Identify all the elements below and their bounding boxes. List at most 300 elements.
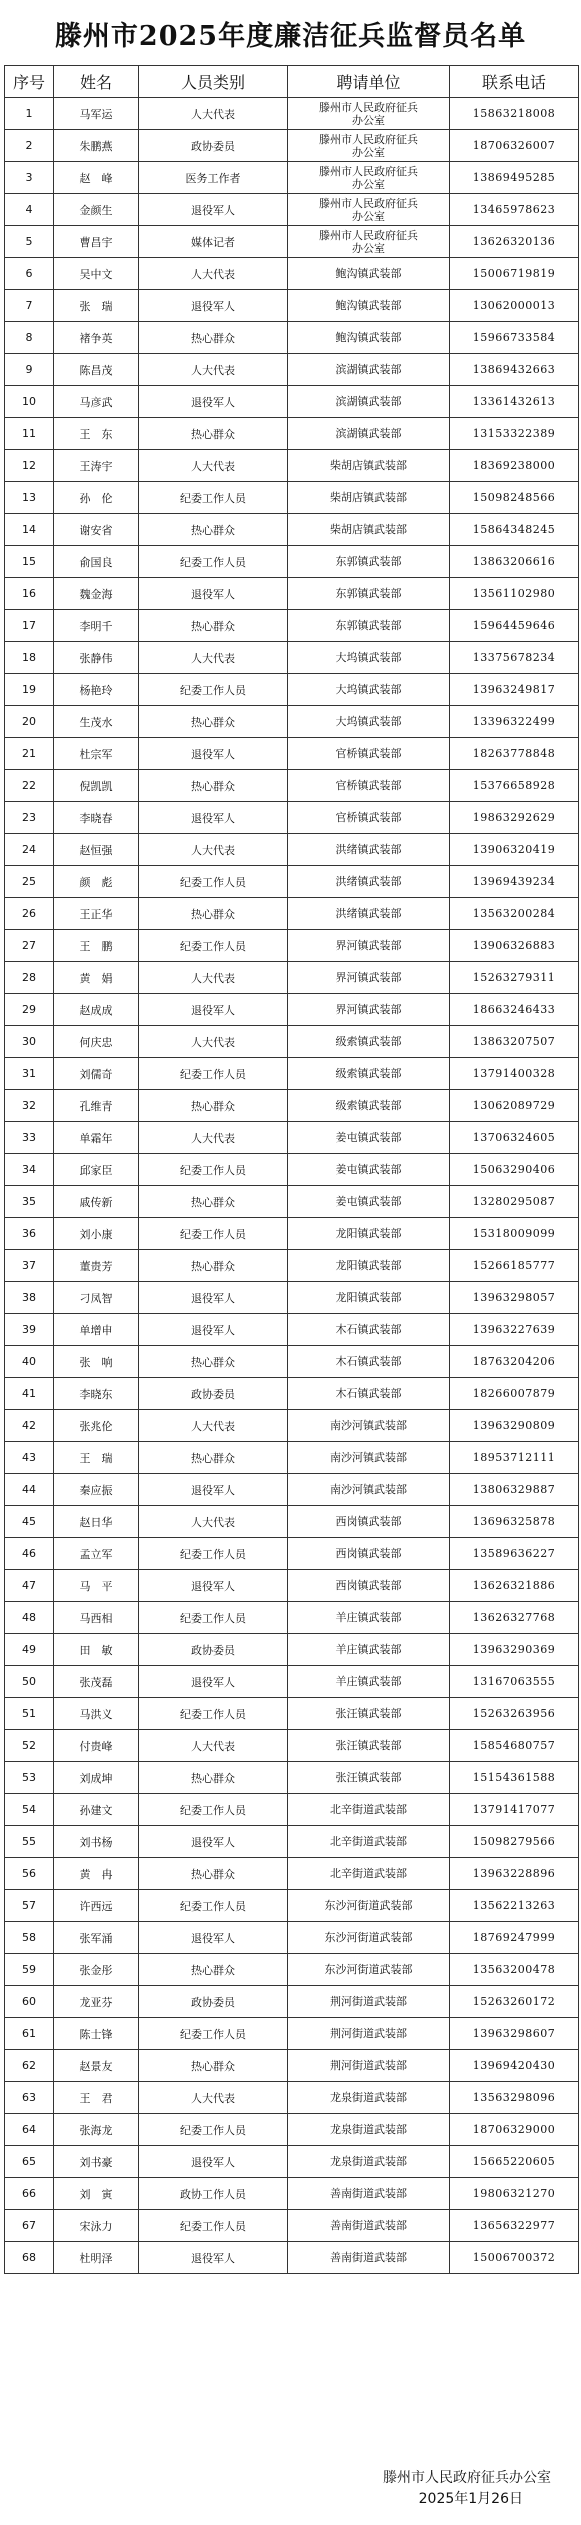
serial-cell: 49 — [5, 1634, 54, 1666]
header-name: 姓名 — [54, 66, 139, 98]
name-cell: 付贵峰 — [54, 1730, 139, 1762]
name-cell: 张 瑞 — [54, 290, 139, 322]
unit-cell — [288, 642, 450, 674]
table-row — [5, 1666, 579, 1698]
name-cell: 魏金海 — [54, 578, 139, 610]
category-cell: 热心群众 — [139, 1954, 288, 1986]
phone-cell: 15665220605 — [450, 2146, 579, 2178]
phone-cell: 13626320136 — [450, 226, 579, 258]
phone-cell: 15964459646 — [450, 610, 579, 642]
serial-cell: 10 — [5, 386, 54, 418]
phone-cell: 13563200284 — [450, 898, 579, 930]
unit-text: 滕州市人民政府征兵办公室 — [319, 100, 418, 127]
phone-cell: 18706329000 — [450, 2114, 579, 2146]
name-cell: 王 东 — [54, 418, 139, 450]
category-cell: 退役军人 — [139, 1922, 288, 1954]
table-row — [5, 642, 579, 674]
unit-cell — [288, 258, 450, 290]
name-cell: 刘书杨 — [54, 1826, 139, 1858]
header-serial: 序号 — [5, 66, 54, 98]
phone-cell: 15266185777 — [450, 1250, 579, 1282]
serial-cell: 42 — [5, 1410, 54, 1442]
unit-text: 荆河街道武装部 — [330, 2059, 407, 2072]
category-cell: 人大代表 — [139, 98, 288, 130]
unit-cell — [288, 578, 450, 610]
serial-cell: 38 — [5, 1282, 54, 1314]
serial-cell: 32 — [5, 1090, 54, 1122]
unit-cell — [288, 1826, 450, 1858]
header-unit: 聘请单位 — [288, 66, 450, 98]
serial-cell: 6 — [5, 258, 54, 290]
serial-cell: 37 — [5, 1250, 54, 1282]
name-cell: 孙建文 — [54, 1794, 139, 1826]
name-cell: 何庆忠 — [54, 1026, 139, 1058]
category-cell: 纪委工作人员 — [139, 1058, 288, 1090]
category-cell: 政协委员 — [139, 130, 288, 162]
unit-cell — [288, 1346, 450, 1378]
table-row — [5, 1890, 579, 1922]
phone-cell: 13906320419 — [450, 834, 579, 866]
category-cell: 纪委工作人员 — [139, 2114, 288, 2146]
serial-cell: 67 — [5, 2210, 54, 2242]
name-cell: 李晓东 — [54, 1378, 139, 1410]
name-cell: 马洪义 — [54, 1698, 139, 1730]
phone-cell: 13863206616 — [450, 546, 579, 578]
name-cell: 孔维青 — [54, 1090, 139, 1122]
serial-cell: 52 — [5, 1730, 54, 1762]
name-cell: 赵恒强 — [54, 834, 139, 866]
serial-cell: 17 — [5, 610, 54, 642]
unit-text: 滕州市人民政府征兵办公室 — [319, 132, 418, 159]
phone-cell: 15098279566 — [450, 1826, 579, 1858]
unit-text: 北辛街道武装部 — [330, 1867, 407, 1880]
category-cell: 纪委工作人员 — [139, 1154, 288, 1186]
unit-cell — [288, 674, 450, 706]
unit-cell — [288, 1314, 450, 1346]
unit-text: 荆河街道武装部 — [330, 2027, 407, 2040]
name-cell: 王 君 — [54, 2082, 139, 2114]
unit-cell — [288, 1986, 450, 2018]
name-cell: 张军涌 — [54, 1922, 139, 1954]
serial-cell: 66 — [5, 2178, 54, 2210]
table-row — [5, 1922, 579, 1954]
unit-text: 柴胡店镇武装部 — [330, 523, 407, 536]
table-row — [5, 866, 579, 898]
name-cell: 董贵芳 — [54, 1250, 139, 1282]
table-row — [5, 674, 579, 706]
name-cell: 赵景友 — [54, 2050, 139, 2082]
serial-cell: 51 — [5, 1698, 54, 1730]
category-cell: 退役军人 — [139, 1570, 288, 1602]
unit-text: 滕州市人民政府征兵办公室 — [319, 196, 418, 223]
category-cell: 退役军人 — [139, 194, 288, 226]
unit-cell — [288, 2242, 450, 2274]
unit-cell — [288, 866, 450, 898]
unit-cell — [288, 1890, 450, 1922]
unit-text: 姜屯镇武装部 — [335, 1195, 402, 1208]
unit-cell — [288, 1378, 450, 1410]
serial-cell: 48 — [5, 1602, 54, 1634]
unit-cell — [288, 1186, 450, 1218]
unit-text: 东沙河街道武装部 — [324, 1963, 413, 1976]
unit-text: 姜屯镇武装部 — [335, 1131, 402, 1144]
unit-cell — [288, 386, 450, 418]
name-cell: 马军运 — [54, 98, 139, 130]
table-row — [5, 1602, 579, 1634]
category-cell: 纪委工作人员 — [139, 482, 288, 514]
unit-text: 龙泉街道武装部 — [330, 2155, 407, 2168]
serial-cell: 59 — [5, 1954, 54, 1986]
category-cell: 纪委工作人员 — [139, 1698, 288, 1730]
unit-text: 木石镇武装部 — [335, 1323, 402, 1336]
serial-cell: 43 — [5, 1442, 54, 1474]
name-cell: 褚争英 — [54, 322, 139, 354]
unit-text: 善南街道武装部 — [330, 2251, 407, 2264]
unit-text: 木石镇武装部 — [335, 1387, 402, 1400]
unit-cell — [288, 930, 450, 962]
name-cell: 杜明泽 — [54, 2242, 139, 2274]
table-row — [5, 1058, 579, 1090]
serial-cell: 55 — [5, 1826, 54, 1858]
unit-text: 东郭镇武装部 — [335, 555, 402, 568]
unit-text: 西岗镇武装部 — [335, 1515, 402, 1528]
name-cell: 刁凤智 — [54, 1282, 139, 1314]
category-cell: 退役军人 — [139, 386, 288, 418]
category-cell: 热心群众 — [139, 610, 288, 642]
serial-cell: 18 — [5, 642, 54, 674]
category-cell: 人大代表 — [139, 450, 288, 482]
phone-cell: 13589636227 — [450, 1538, 579, 1570]
category-cell: 退役军人 — [139, 738, 288, 770]
unit-text: 西岗镇武装部 — [335, 1547, 402, 1560]
phone-cell: 13167063555 — [450, 1666, 579, 1698]
unit-cell — [288, 2210, 450, 2242]
serial-cell: 8 — [5, 322, 54, 354]
phone-cell: 13791417077 — [450, 1794, 579, 1826]
table-body — [5, 98, 579, 2274]
category-cell: 退役军人 — [139, 290, 288, 322]
unit-cell — [288, 1058, 450, 1090]
table-row — [5, 1314, 579, 1346]
phone-cell: 15263263956 — [450, 1698, 579, 1730]
category-cell: 人大代表 — [139, 258, 288, 290]
table-row — [5, 194, 579, 226]
name-cell: 刘小康 — [54, 1218, 139, 1250]
table-row — [5, 1794, 579, 1826]
unit-cell — [288, 130, 450, 162]
unit-cell — [288, 98, 450, 130]
serial-cell: 56 — [5, 1858, 54, 1890]
phone-cell: 13791400328 — [450, 1058, 579, 1090]
category-cell: 政协委员 — [139, 1378, 288, 1410]
name-cell: 秦应振 — [54, 1474, 139, 1506]
category-cell: 热心群众 — [139, 770, 288, 802]
name-cell: 张 响 — [54, 1346, 139, 1378]
table-row — [5, 1730, 579, 1762]
unit-text: 东沙河街道武装部 — [324, 1931, 413, 1944]
serial-cell: 23 — [5, 802, 54, 834]
unit-cell — [288, 2178, 450, 2210]
unit-cell — [288, 1410, 450, 1442]
category-cell: 人大代表 — [139, 1122, 288, 1154]
category-cell: 退役军人 — [139, 1314, 288, 1346]
phone-cell: 18706326007 — [450, 130, 579, 162]
category-cell: 热心群众 — [139, 1858, 288, 1890]
table-row — [5, 1346, 579, 1378]
unit-cell — [288, 2050, 450, 2082]
table-row — [5, 1858, 579, 1890]
serial-cell: 27 — [5, 930, 54, 962]
serial-cell: 54 — [5, 1794, 54, 1826]
category-cell: 热心群众 — [139, 1346, 288, 1378]
phone-cell: 15154361588 — [450, 1762, 579, 1794]
unit-cell — [288, 354, 450, 386]
unit-text: 姜屯镇武装部 — [335, 1163, 402, 1176]
phone-cell: 13963228896 — [450, 1858, 579, 1890]
phone-cell: 13465978623 — [450, 194, 579, 226]
unit-text: 善南街道武装部 — [330, 2187, 407, 2200]
unit-text: 界河镇武装部 — [335, 939, 402, 952]
category-cell: 政协工作人员 — [139, 2178, 288, 2210]
category-cell: 热心群众 — [139, 1762, 288, 1794]
unit-text: 龙泉街道武装部 — [330, 2123, 407, 2136]
serial-cell: 50 — [5, 1666, 54, 1698]
header-phone: 联系电话 — [450, 66, 579, 98]
name-cell: 倪凯凯 — [54, 770, 139, 802]
table-row — [5, 1154, 579, 1186]
name-cell: 俞国良 — [54, 546, 139, 578]
serial-cell: 22 — [5, 770, 54, 802]
phone-cell: 13869495285 — [450, 162, 579, 194]
table-row — [5, 1186, 579, 1218]
name-cell: 许西远 — [54, 1890, 139, 1922]
unit-text: 大坞镇武装部 — [335, 651, 402, 664]
unit-cell — [288, 1730, 450, 1762]
phone-cell: 13969420430 — [450, 2050, 579, 2082]
phone-cell: 13906326883 — [450, 930, 579, 962]
serial-cell: 64 — [5, 2114, 54, 2146]
serial-cell: 63 — [5, 2082, 54, 2114]
unit-cell — [288, 1570, 450, 1602]
category-cell: 热心群众 — [139, 322, 288, 354]
unit-text: 柴胡店镇武装部 — [330, 459, 407, 472]
unit-text: 洪绪镇武装部 — [335, 843, 402, 856]
unit-cell — [288, 1026, 450, 1058]
serial-cell: 40 — [5, 1346, 54, 1378]
category-cell: 人大代表 — [139, 962, 288, 994]
serial-cell: 21 — [5, 738, 54, 770]
category-cell: 退役军人 — [139, 994, 288, 1026]
serial-cell: 34 — [5, 1154, 54, 1186]
unit-cell — [288, 194, 450, 226]
phone-cell: 18369238000 — [450, 450, 579, 482]
unit-cell — [288, 1090, 450, 1122]
serial-cell: 13 — [5, 482, 54, 514]
serial-cell: 15 — [5, 546, 54, 578]
serial-cell: 68 — [5, 2242, 54, 2274]
table-row — [5, 2050, 579, 2082]
name-cell: 赵成成 — [54, 994, 139, 1026]
serial-cell: 9 — [5, 354, 54, 386]
serial-cell: 19 — [5, 674, 54, 706]
table-row — [5, 2242, 579, 2274]
serial-cell: 4 — [5, 194, 54, 226]
unit-text: 羊庄镇武装部 — [335, 1611, 402, 1624]
table-row — [5, 1410, 579, 1442]
phone-cell: 13396322499 — [450, 706, 579, 738]
table-row — [5, 546, 579, 578]
table-row — [5, 610, 579, 642]
unit-cell — [288, 1218, 450, 1250]
name-cell: 张金彤 — [54, 1954, 139, 1986]
phone-cell: 15376658928 — [450, 770, 579, 802]
unit-cell — [288, 706, 450, 738]
table-row — [5, 930, 579, 962]
phone-cell: 13969439234 — [450, 866, 579, 898]
serial-cell: 45 — [5, 1506, 54, 1538]
category-cell: 纪委工作人员 — [139, 2210, 288, 2242]
unit-text: 木石镇武装部 — [335, 1355, 402, 1368]
table-row — [5, 738, 579, 770]
category-cell: 热心群众 — [139, 1250, 288, 1282]
unit-cell — [288, 1506, 450, 1538]
header-category: 人员类别 — [139, 66, 288, 98]
document-title: 滕州市2025年度廉洁征兵监督员名单 — [54, 21, 527, 52]
table-row — [5, 386, 579, 418]
category-cell: 热心群众 — [139, 898, 288, 930]
name-cell: 单增申 — [54, 1314, 139, 1346]
phone-cell: 13562213263 — [450, 1890, 579, 1922]
unit-text: 柴胡店镇武装部 — [330, 491, 407, 504]
name-cell: 陈昌茂 — [54, 354, 139, 386]
phone-cell: 13963298057 — [450, 1282, 579, 1314]
name-cell: 李晓春 — [54, 802, 139, 834]
category-cell: 退役军人 — [139, 578, 288, 610]
unit-text: 龙阳镇武装部 — [335, 1227, 402, 1240]
phone-cell: 13806329887 — [450, 1474, 579, 1506]
unit-cell — [288, 2018, 450, 2050]
serial-cell: 35 — [5, 1186, 54, 1218]
serial-cell: 57 — [5, 1890, 54, 1922]
table-row — [5, 1954, 579, 1986]
serial-cell: 39 — [5, 1314, 54, 1346]
unit-text: 荆河街道武装部 — [330, 1995, 407, 2008]
unit-text: 官桥镇武装部 — [335, 747, 402, 760]
name-cell: 马 平 — [54, 1570, 139, 1602]
category-cell: 纪委工作人员 — [139, 2018, 288, 2050]
table-row — [5, 2146, 579, 2178]
unit-cell — [288, 1794, 450, 1826]
table-row — [5, 1090, 579, 1122]
unit-cell — [288, 1922, 450, 1954]
unit-cell — [288, 450, 450, 482]
category-cell: 纪委工作人员 — [139, 930, 288, 962]
category-cell: 纪委工作人员 — [139, 546, 288, 578]
unit-text: 大坞镇武装部 — [335, 715, 402, 728]
table-row — [5, 2210, 579, 2242]
serial-cell: 11 — [5, 418, 54, 450]
phone-cell: 18663246433 — [450, 994, 579, 1026]
phone-cell: 13963290809 — [450, 1410, 579, 1442]
category-cell: 人大代表 — [139, 1730, 288, 1762]
table-row — [5, 1378, 579, 1410]
category-cell: 纪委工作人员 — [139, 1218, 288, 1250]
category-cell: 政协委员 — [139, 1634, 288, 1666]
name-cell: 邱家臣 — [54, 1154, 139, 1186]
category-cell: 医务工作者 — [139, 162, 288, 194]
unit-cell — [288, 418, 450, 450]
phone-cell: 13963249817 — [450, 674, 579, 706]
unit-text: 鲍沟镇武装部 — [335, 267, 402, 280]
serial-cell: 1 — [5, 98, 54, 130]
unit-cell — [288, 1666, 450, 1698]
phone-cell: 13863207507 — [450, 1026, 579, 1058]
table-row — [5, 1762, 579, 1794]
name-cell: 张兆伦 — [54, 1410, 139, 1442]
unit-text: 滨湖镇武装部 — [335, 427, 402, 440]
serial-cell: 14 — [5, 514, 54, 546]
category-cell: 人大代表 — [139, 1506, 288, 1538]
table-row — [5, 994, 579, 1026]
name-cell: 黄 娟 — [54, 962, 139, 994]
table-row — [5, 1026, 579, 1058]
unit-cell — [288, 1474, 450, 1506]
unit-cell — [288, 1954, 450, 1986]
table-row — [5, 2018, 579, 2050]
unit-text: 龙泉街道武装部 — [330, 2091, 407, 2104]
unit-cell — [288, 1122, 450, 1154]
serial-cell: 53 — [5, 1762, 54, 1794]
phone-cell: 18769247999 — [450, 1922, 579, 1954]
phone-cell: 13361432613 — [450, 386, 579, 418]
category-cell: 热心群众 — [139, 706, 288, 738]
serial-cell: 24 — [5, 834, 54, 866]
serial-cell: 26 — [5, 898, 54, 930]
unit-cell — [288, 898, 450, 930]
phone-cell: 15263260172 — [450, 1986, 579, 2018]
category-cell: 退役军人 — [139, 2242, 288, 2274]
name-cell: 朱鹏燕 — [54, 130, 139, 162]
name-cell: 谢安省 — [54, 514, 139, 546]
serial-cell: 31 — [5, 1058, 54, 1090]
unit-cell — [288, 738, 450, 770]
category-cell: 纪委工作人员 — [139, 1538, 288, 1570]
phone-cell: 13153322389 — [450, 418, 579, 450]
phone-cell: 13706324605 — [450, 1122, 579, 1154]
unit-text: 官桥镇武装部 — [335, 811, 402, 824]
phone-cell: 18953712111 — [450, 1442, 579, 1474]
serial-cell: 29 — [5, 994, 54, 1026]
category-cell: 人大代表 — [139, 354, 288, 386]
unit-text: 洪绪镇武装部 — [335, 875, 402, 888]
unit-cell — [288, 994, 450, 1026]
issuing-office: 滕州市人民政府征兵办公室 — [383, 2470, 551, 2486]
category-cell: 人大代表 — [139, 642, 288, 674]
unit-cell — [288, 802, 450, 834]
serial-cell: 61 — [5, 2018, 54, 2050]
phone-cell: 13062000013 — [450, 290, 579, 322]
table-row — [5, 1506, 579, 1538]
category-cell: 纪委工作人员 — [139, 1890, 288, 1922]
serial-cell: 36 — [5, 1218, 54, 1250]
table-row — [5, 898, 579, 930]
serial-cell: 2 — [5, 130, 54, 162]
phone-cell: 19806321270 — [450, 2178, 579, 2210]
phone-cell: 15864348245 — [450, 514, 579, 546]
table-row — [5, 1634, 579, 1666]
name-cell: 赵日华 — [54, 1506, 139, 1538]
unit-cell — [288, 226, 450, 258]
